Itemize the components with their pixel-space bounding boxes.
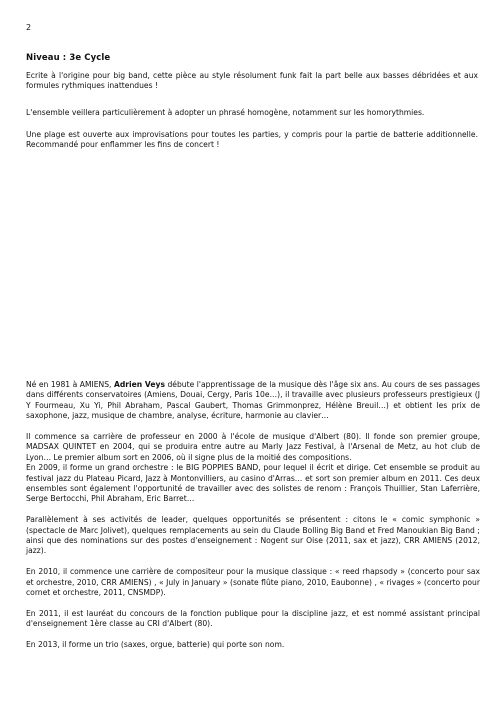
bio-paragraph-composer: En 2010, il commence une carrière de compositeur pour la musique classique : « reed rhapsody » (concerto pour sax et orchestre, 2010, CRR AMIENS) , « July in January » (sonate flûte piano, 2010, Eaubonne) , « rivages » (concerto pour cornet et orchestre, 2011, CNSMDP). xyxy=(26,567,480,598)
description-text: Ecrite à l'origine pour big band, cette pièce au style résolument funk fait la part belle aux basses débridées et aux formules rythmiques inattendues ! xyxy=(26,71,478,91)
description-text: Une plage est ouverte aux improvisations pour toutes les parties, y compris pour la partie de batterie additionnelle. Recommandé pour enflammer les fins de concert ! xyxy=(26,130,478,150)
level-heading: Niveau : 3e Cycle xyxy=(26,53,111,63)
description-paragraph-2 xyxy=(26,108,478,118)
bio-paragraph-opportunities: Parallèlement à ses activités de leader, quelques opportunités se présentent : citons le « comic symphonic » (spectacle de Marc Jolivet), quelques remplacements au sein du Claude Bolling Big Band et Fred Manoukian Big Band ; ainsi que des nominations sur des postes d'enseignement : Nogent sur Oise (2011, sax et jazz), CRR AMIENS (2012, jazz). xyxy=(26,515,480,556)
bio-text: débute l'apprentissage de la musique dès l'âge six ans. Au cours de ses passages dans différents conservatoires (Amiens, Douai, Cergy, Paris 10e…), il travaille avec plusieurs professeurs prestigieux (J Y Fourmeau, Xu Yi, Phil Abraham, Pascal Gaubert, Thomas Grimmonprez, Hélène Breuil…) et obtient les prix de saxophone, jazz, musique de chambre, analyse, écriture, harmonie au clavier… xyxy=(26,380,480,421)
bio-paragraph-birth xyxy=(26,380,480,422)
description-text: L'ensemble veillera particulièrement à adopter un phrasé homogène, notamment sur les homorythmies. xyxy=(26,108,425,117)
description-paragraph-3 xyxy=(26,130,478,151)
composer-biography xyxy=(26,380,480,661)
bio-text: Né en 1981 à AMIENS, xyxy=(26,380,114,389)
bio-paragraph-big-band: En 2009, il forme un grand orchestre : le BIG POPPIES BAND, pour lequel il écrit et dirige. Cet ensemble se produit au festival jazz du Plateau Picard, Jazz à Montonvilliers, au casino d'Arras… et sort son premier album en 2011. Ces deux ensembles sont également l'opportunité de travailler avec des solistes de renom : François Thuillier, Stan Laferrière, Serge Bertocchi, Phil Abraham, Eric Barret… xyxy=(26,463,480,504)
description-paragraph-1 xyxy=(26,71,478,92)
composer-name: Adrien Veys xyxy=(113,380,165,389)
bio-paragraph-career: Il commence sa carrière de professeur en 2000 à l'école de musique d'Albert (80). Il fonde son premier groupe, MADSAX QUINTET en 2004, qui se produira entre autre au Marly Jazz Festival, à l'Arsenal de Metz, au hot club de Lyon… Le premier album sort en 2006, où il signe plus de la moitié des compositions. xyxy=(26,432,480,462)
bio-paragraph-trio: En 2013, il forme un trio (saxes, orgue, batterie) qui porte son nom. xyxy=(26,640,285,650)
page-number: 2 xyxy=(26,23,32,32)
bio-paragraph-laureate: En 2011, il est lauréat du concours de la fonction publique pour la discipline jazz, et est nommé assistant principal d'enseignement 1ère classe au CRI d'Albert (80). xyxy=(26,608,480,629)
